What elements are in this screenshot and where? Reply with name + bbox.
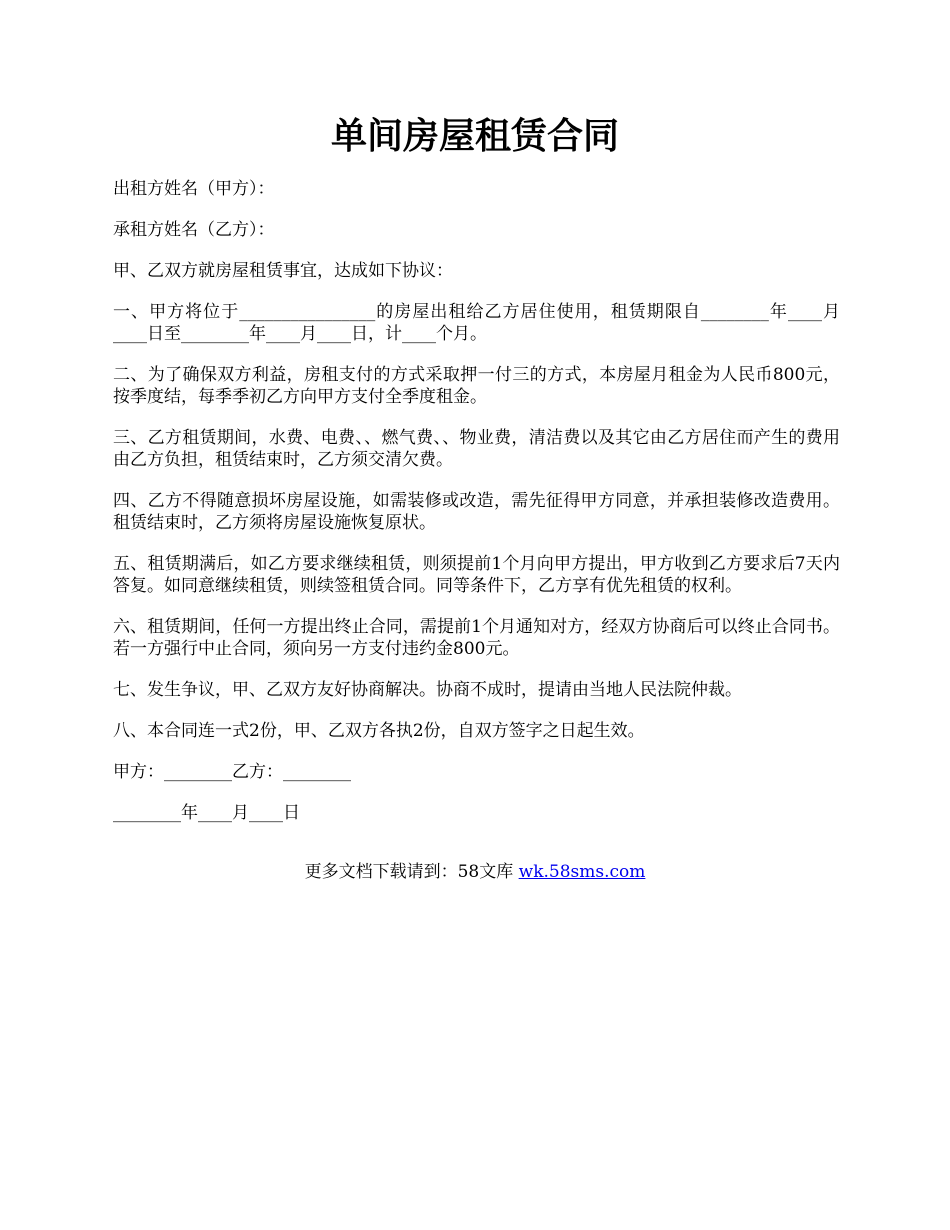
clause-7: 七、发生争议，甲、乙双方友好协商解决。协商不成时，提请由当地人民法院仲裁。	[113, 680, 742, 700]
date-line: ________年____月____日	[113, 803, 300, 823]
clause-3: 三、乙方租赁期间，水费、电费、、燃气费、、物业费，清洁费以及其它由乙方居住而产生的费用由乙方负担，租赁结束时，乙方须交清欠费。	[113, 428, 840, 470]
signature-line: 甲方：________乙方：________	[113, 762, 351, 782]
document-body	[113, 178, 840, 843]
clause-6: 六、租赁期间，任何一方提出终止合同，需提前1个月通知对方，经双方协商后可以终止合同书。若一方强行中止合同，须向另一方支付违约金800元。	[113, 617, 840, 659]
document-title: 单间房屋租赁合同	[330, 115, 619, 157]
clause-4: 四、乙方不得随意损坏房屋设施，如需装修或改造，需先征得甲方同意，并承担装修改造费用。租赁结束时，乙方须将房屋设施恢复原状。	[113, 491, 840, 533]
footer-link[interactable]: wk.58sms.com	[518, 862, 646, 882]
agreement-intro: 甲、乙双方就房屋租赁事宜，达成如下协议：	[113, 261, 453, 281]
footer-text: 更多文档下载请到：58文库	[304, 862, 519, 882]
clause-8: 八、本合同连一式2份，甲、乙双方各执2份，自双方签字之日起生效。	[113, 721, 645, 741]
lessor-name-line: 出租方姓名（甲方）：	[113, 179, 275, 199]
clause-1: 一、甲方将位于________________的房屋出租给乙方居住使用，租赁期限自________年____月____日至________年____月____日，计____个月。	[113, 302, 840, 344]
clause-5: 五、租赁期满后，如乙方要求继续租赁，则须提前1个月向甲方提出，甲方收到乙方要求后7天内答复。如同意继续租赁，则续签租赁合同。同等条件下，乙方享有优先租赁的权利。	[113, 554, 840, 596]
clause-2: 二、为了确保双方利益，房租支付的方式采取押一付三的方式，本房屋月租金为人民币800元，按季度结，每季季初乙方向甲方支付全季度租金。	[113, 365, 840, 407]
lessee-name-line: 承租方姓名（乙方）：	[113, 220, 275, 240]
download-footer	[0, 860, 950, 884]
